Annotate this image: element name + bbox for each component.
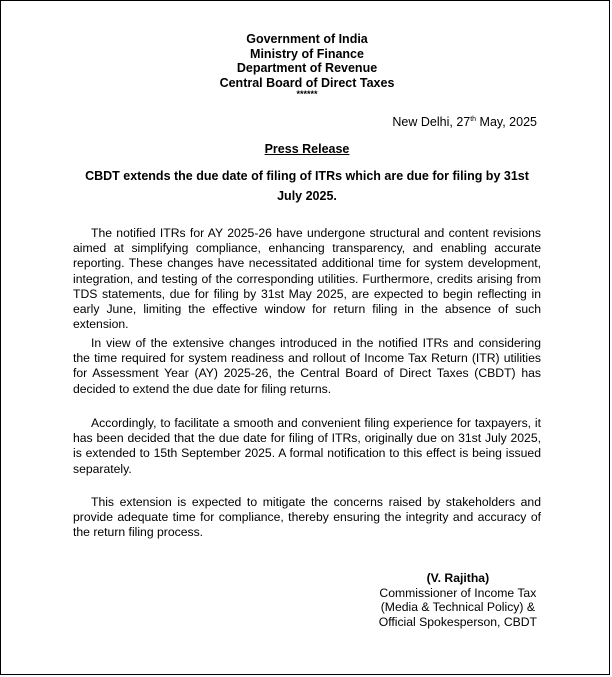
header-department: Department of Revenue: [236, 61, 378, 75]
paragraph-3: Accordingly, to facilitate a smooth and convenient filing experience for taxpayers, it has been decided that the due date for filing of ITRs, originally due on 31st July 2025, is extended to 15th September 2025. A formal notification to this effect is being issued separately.: [73, 416, 541, 476]
paragraph-1: The notified ITRs for AY 2025-26 have undergone structural and content revisions aimed at simplifying compliance, enhancing transparency, and enabling accurate reporting. These changes have necessitated additional time for system development, integration, and testing of the corresponding utilities. Furthermore, credits arising from TDS statements, due for filing by 31st May 2025, are expected to begin reflecting in early June, limiting the effective window for return filing in the absence of such extension.: [73, 226, 541, 332]
header-stars: ******: [296, 89, 318, 99]
dateline-rest: May, 2025: [476, 115, 537, 129]
dateline: [392, 115, 537, 129]
signatory-name: (V. Rajitha): [426, 571, 490, 585]
headline: CBDT extends the due date of filing of ITRs which are due for filing by 31st July 2025.: [85, 169, 529, 203]
header-ministry: Ministry of Finance: [250, 46, 364, 61]
dateline-suffix: th: [470, 116, 477, 123]
paragraph-4: This extension is expected to mitigate the concerns raised by stakeholders and provide adequate time for compliance, thereby ensuring the integrity and accuracy of the return filing process.: [73, 495, 541, 540]
signatory-title-1: Commissioner of Income Tax: [379, 585, 537, 600]
letterhead: [1, 32, 612, 98]
press-release-label: Press Release: [264, 142, 350, 156]
paragraph-2: In view of the extensive changes introduced in the notified ITRs and considering the time required for system readiness and rollout of Income Tax Return (ITR) utilities for Assessment Year (AY) 2025-26, the Central Board of Direct Taxes (CBDT) has decided to extend the due date for filing returns.: [73, 336, 541, 396]
signatory-title-3: Official Spokesperson, CBDT: [378, 614, 537, 629]
header-board: Central Board of Direct Taxes: [219, 75, 395, 90]
header-government: Government of India: [246, 32, 368, 46]
signatory-title-2: (Media & Technical Policy) &: [380, 600, 535, 614]
dateline-place: New Delhi, 27: [392, 115, 471, 129]
signature-block: [379, 571, 537, 629]
